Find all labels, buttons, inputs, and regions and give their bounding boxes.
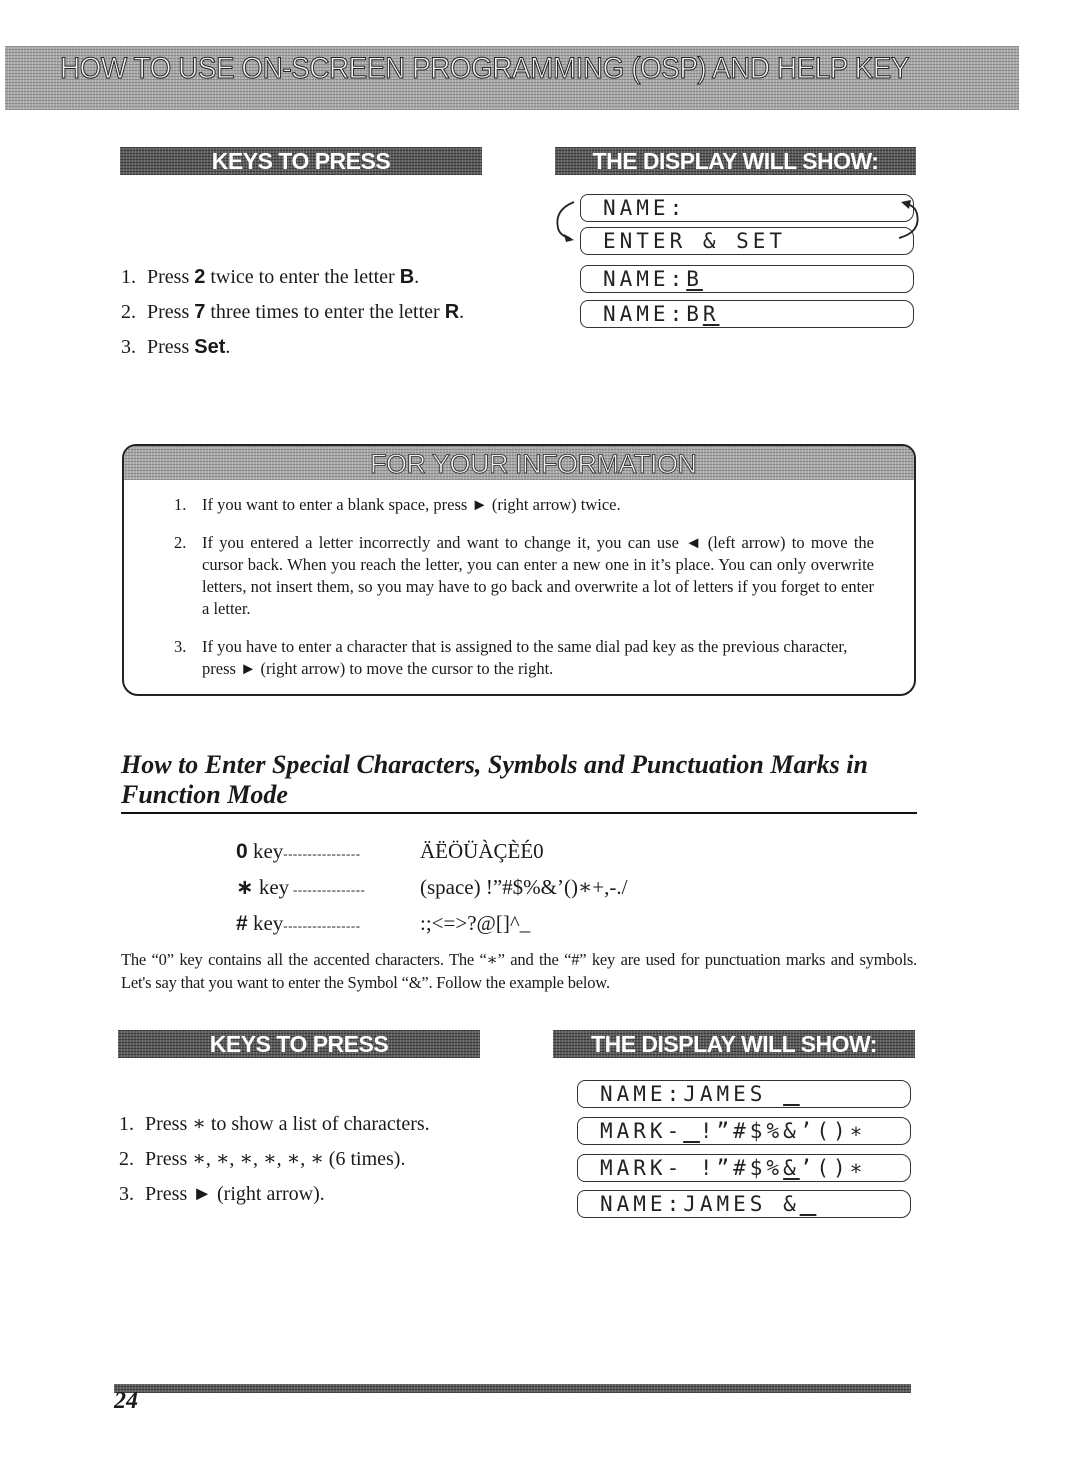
steps-list-2 <box>119 1111 499 1216</box>
display-will-show-label: THE DISPLAY WILL SHOW: <box>555 147 916 175</box>
step-item: 2. Press 7 three times to enter the letter R. <box>121 301 465 323</box>
keymap-row: ∗ key --------------- (space) !”#$%&’()∗+,-./ <box>236 875 628 899</box>
section-heading: How to Enter Special Characters, Symbols and Punctuation Marks in Function Mode <box>121 750 917 814</box>
fyi-item: 3. If you have to enter a character that is assigned to the same dial pad key as the previous character, press ► (right arrow) to move the cursor to the right. <box>174 637 848 678</box>
fyi-header <box>124 446 914 480</box>
keymap-row: # key---------------- :;<=>?@[]^_ <box>236 911 531 935</box>
cycle-arrow-right-icon <box>893 196 929 250</box>
lcd-display: NAME:JAMES _ <box>577 1080 911 1108</box>
step-item: 1. Press 2 twice to enter the letter B. <box>121 266 420 288</box>
fyi-item: 1. If you want to enter a blank space, press ► (right arrow) twice. <box>174 495 621 514</box>
lcd-display: ENTER & SET <box>580 227 914 255</box>
page-banner <box>5 46 1019 110</box>
step-item: 3. Press ► (right arrow). <box>119 1183 325 1205</box>
lcd-display: NAME: <box>580 194 914 222</box>
footer-rule <box>114 1384 911 1393</box>
cycle-arrow-left-icon <box>550 196 582 250</box>
keymap-row: 0 key---------------- ÄËÖÜÀÇÈÉ0 <box>236 839 544 863</box>
keys-to-press-label: KEYS TO PRESS <box>120 147 482 175</box>
lcd-display: MARK- !”#$%&’()∗ <box>577 1154 911 1182</box>
fyi-box <box>122 444 916 696</box>
step-item: 1. Press ∗ to show a list of characters. <box>119 1113 430 1135</box>
step-item: 3. Press Set. <box>121 336 231 358</box>
lcd-display: MARK-_!”#$%&’()∗ <box>577 1117 911 1145</box>
keys-to-press-label: KEYS TO PRESS <box>118 1030 480 1058</box>
lcd-display: NAME:JAMES &_ <box>577 1190 911 1218</box>
lcd-display: NAME:BR <box>580 300 914 328</box>
fyi-title: FOR YOUR INFORMATION <box>370 449 697 479</box>
explanation-text: The “0” key contains all the accented characters. The “∗” and the “#” key are used for punctuation marks and symbols. Let's say that you want to enter the Symbol “&”. Follow the example below. <box>121 950 917 992</box>
steps-list-1 <box>121 264 483 369</box>
page-title: HOW TO USE ON-SCREEN PROGRAMMING (OSP) AND HELP KEY <box>60 52 910 85</box>
page-number: 24 <box>114 1388 138 1414</box>
fyi-list <box>174 494 874 696</box>
display-will-show-label: THE DISPLAY WILL SHOW: <box>553 1030 915 1058</box>
fyi-item: 2. If you entered a letter incorrectly and want to change it, you can use ◄ (left arrow) to move the cursor back. When you reach the letter, you can enter a new one in it’s place. You can only overwrite letters, not insert them, so you may have to go back and overwrite a lot of letters if you forget to enter a letter. <box>174 533 874 618</box>
step-item: 2. Press ∗, ∗, ∗, ∗, ∗, ∗ (6 times). <box>119 1148 406 1170</box>
lcd-display: NAME:B <box>580 265 914 293</box>
